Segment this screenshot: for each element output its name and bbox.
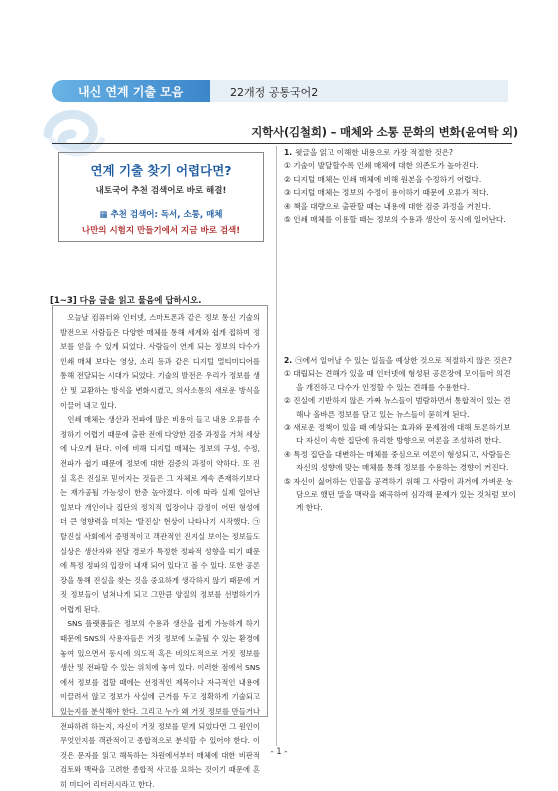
answer-option[interactable]: ④ 책을 대량으로 출판할 때는 내용에 대한 검증 과정을 거친다. bbox=[284, 201, 491, 211]
passage-paragraph: 인쇄 매체는 생산과 전파에 많은 비용이 들고 내용 오류를 수정하기 어렵기 때문에 출판 전에 다양한 검증 과정을 거쳐 세상에 나오게 된다. 이에 비해 디지털 매체는 정보의 구성, 수정, 전파가 쉽기 때문에 정보에 대한 검증의 과정이 약하다. 또 진실 혹은 진실로 믿어지는 것들은 그 자체로 계속 존재하기보다는 재가공될 가능성이 한층 높아졌다. 이에 따라 실제 일어난 일보다 개인이나 집단의 정치적 입장이나 감정이 어떤 형성에 더 큰 영향력을 미치는 '탈진실' 현상이 나타나기 시작했다. ㉠ 탈진실 사회에서 증명적이고 객관적인 진지실 보이는 정보들도 실상은 생산자와 전달 경로가 특정한 정파적 성향을 띠기 때문에 특정 정파의 입장이 내재 되어 있다고 볼 수 있다. 또한 공론장을 통해 진실을 찾는 것을 중요하게 생각하지 않기 때문에 거짓 정보들이 넘쳐나게 되고 그만큼 양질의 정보를 선별하기가 어렵게 된다. bbox=[60, 415, 260, 614]
question-stem bbox=[284, 354, 516, 367]
title-divider bbox=[52, 143, 512, 144]
promo-cta: 나만의 시험지 만들기에서 지금 바로 검색! bbox=[81, 226, 241, 236]
answer-option[interactable]: ③ 디지털 매체는 정보의 수정이 용이하기 때문에 오류가 적다. bbox=[284, 188, 489, 198]
answer-option[interactable]: ② 디지털 매체는 인쇄 매체에 비해 원본을 수정하기 어렵다. bbox=[284, 174, 482, 184]
header-banner bbox=[52, 80, 508, 102]
course-label-box bbox=[210, 80, 508, 102]
question-2 bbox=[284, 354, 516, 515]
answer-option[interactable]: ① 대립되는 견해가 있을 때 인터넷에 형성된 공론장에 모이들어 의견을 개진하고 다수가 인정할 수 있는 견해를 수용한다. bbox=[284, 369, 511, 392]
promo-box[interactable] bbox=[58, 152, 264, 242]
question-stem bbox=[284, 146, 516, 159]
answer-option[interactable]: ④ 특정 집단을 대변하는 매체를 중심으로 여론이 형성되고, 사람들은 자신의 성향에 맞는 매체를 통해 정보를 수용하는 경향이 커진다. bbox=[284, 449, 511, 473]
question-text: 윗글을 읽고 이해한 내용으로 가장 적절한 것은? bbox=[295, 148, 454, 157]
answer-option[interactable]: ③ 새로운 정책이 있을 때 예상되는 효과와 문제점에 대해 토론하기보다 자신이 속한 집단에 유리한 방향으로 여론을 조성하려 한다. bbox=[284, 423, 511, 446]
question-1 bbox=[284, 146, 516, 226]
answer-option[interactable]: ① 기술이 발달할수록 인쇄 매체에 대한 의존도가 높아진다. bbox=[284, 161, 479, 171]
answer-option[interactable]: ⑤ 인쇄 매체를 이용할 때는 정보의 수용과 생산이 동시에 일어난다. bbox=[284, 215, 506, 225]
question-number: 1. bbox=[284, 148, 293, 157]
promo-subtitle: 내토국어 추천 검색어로 바로 해결! bbox=[95, 186, 227, 196]
course-label: 22개정 공통국어2 bbox=[230, 86, 319, 99]
question-text: ㉠에서 일어날 수 있는 일들을 예상한 것으로 적절하지 않은 것은? bbox=[295, 356, 512, 365]
answer-option[interactable]: ② 진실에 기반하지 않은 가짜 뉴스들이 범람하면서 통합적이 있는 견해나 올바른 정보를 담고 있는 뉴스들이 묻히게 된다. bbox=[284, 396, 511, 419]
promo-headline: 연계 기출 찾기 어렵다면? bbox=[90, 163, 232, 178]
page-title: 지학사(김철희) – 매체와 소통 문화의 변화(윤여탁 외) bbox=[251, 125, 518, 139]
promo-keywords: ▦ 추천 검색어: 독서, 소통, 매체 bbox=[99, 210, 223, 220]
page-number: - 1 - bbox=[270, 747, 288, 757]
passage-paragraph: SNS 플랫폼들은 정보의 수용과 생산을 쉽게 가능하게 하기 때문에 SNS의 사용자들은 거짓 정보에 노출될 수 있는 환경에 놓여 있으면서 동시에 의도적 혹은 비의도적으로 거짓 정보를 생산 및 전파할 수 있는 위치에 놓여 있다. 이러한 점에서 SNS에서 정보를 접할 때에는 선정적인 제목이나 자극적인 내용에 이끌려서 않고 정보가 사실에 근거를 두고 정확하게 기술되고 있는지를 분석해야 한다. 그리고 누가 왜 거짓 정보를 만들거나 전파하려 하는지, 자신이 거짓 정보를 믿게 되었다면 그 원인이 무엇인지를 객관적이고 종합적으로 분석할 수 있어야 한다. 이것은 문자를 읽고 해독하는 차원에서부터 매체에 대한 비판적 검토와 맥락을 고려한 종합적 사고를 요하는 것이기 때문에 흔히 미디어 리터러시라고 한다. bbox=[60, 619, 260, 789]
answer-option[interactable]: ⑤ 자신이 싫어하는 인물을 공격하기 위해 그 사람이 과거에 가벼운 농담으로 했던 말을 맥락을 왜곡하여 심각해 문제가 있는 것처럼 보이게 한다. bbox=[284, 476, 516, 513]
reading-passage bbox=[52, 305, 268, 789]
question-direction: [1~3] 다음 글을 읽고 물음에 답하시오. bbox=[50, 296, 202, 306]
question-number: 2. bbox=[284, 356, 293, 365]
column-divider bbox=[276, 146, 277, 746]
passage-paragraph: 오늘날 컴퓨터와 인터넷, 스마트폰과 같은 정보 통신 기술의 발전으로 사람들은 다양한 매체를 통해 세계와 쉽게 접하며 정보를 얻을 수 있게 되었다. 사람들이 연계 되는 정보의 다수가 인쇄 매체 보다는 영상, 소리 등과 같은 디지털 멀티미디어를 통해 전달되는 시대가 되었다. 기술의 발전은 우리가 정보를 생산 및 교환하는 방식을 변화시켰고, 의사소통의 새로운 방식을 이끌어 내고 있다. bbox=[60, 313, 260, 410]
series-label: 내신 연계 기출 모음 bbox=[78, 85, 184, 99]
